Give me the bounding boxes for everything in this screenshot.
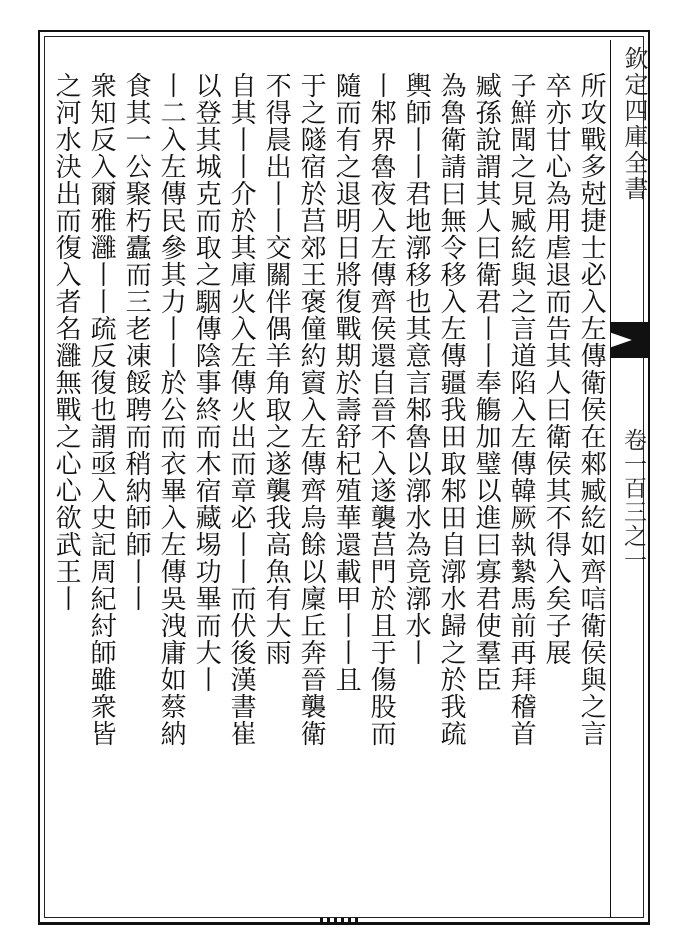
volume-label: 卷一百三之一	[620, 428, 646, 572]
text-column-4: 臧孫說謂其人曰衛君丨丨奉觴加璧以進曰寡君使羣臣	[471, 72, 502, 693]
binding-dots	[320, 918, 360, 924]
text-column-7: 丨邾界魯夜入左傳齊侯還自晉不入遂襲莒門於且于傷股而	[366, 72, 397, 747]
text-column-9: 于之隧宿於莒郊王褒僮約賨入左傳齊烏餘以廩丘奔晉襲衛	[296, 72, 327, 747]
page-margin	[610, 40, 649, 918]
text-column-8: 隨而有之退明日將復戰期於壽舒杞殖華還載甲丨丨且	[331, 72, 362, 693]
text-column-14: 食其一公聚朽蠹而三老凍餒聘而稍納師師丨丨	[121, 72, 152, 612]
text-column-5: 為魯衛請曰無令移入左傳疆我田取邾田自漷水歸之於我疏	[436, 72, 467, 747]
document-page	[38, 30, 650, 925]
text-column-3: 子鮮聞之見臧紇與之言道陷入左傳韓厥執縶馬前再拜稽首	[506, 72, 537, 747]
text-column-15: 衆知反入爾雅灉丨丨疏反復也謂亟入史記周紀紂師雖衆皆	[86, 72, 117, 747]
text-column-1: 所攻戰多尅捷士必入左傳衛侯在郲臧紇如齊唁衛侯與之言	[576, 72, 607, 747]
text-column-10: 不得晨出丨丨交關伴偶羊角取之遂襲我高魚有大雨	[261, 72, 292, 666]
text-column-13: 丨二入左傳民參其力丨丨於公而衣畢入左傳吳洩庸如蔡納	[156, 72, 187, 747]
text-column-16: 之河水決出而復入者名灉無戰之心心欲武王丨	[51, 72, 82, 612]
fish-tail-mark-icon	[611, 322, 649, 358]
text-column-11: 自其丨丨介於其庫火入左傳火出而章必丨丨而伏後漢書崔	[226, 72, 257, 747]
text-column-2: 卒亦甘心為用虐退而告其人曰衛侯其不得入矣子展	[541, 72, 572, 666]
text-column-6: 輿師丨丨君地漷移也其意言邾魯以漷水為竟漷水丨	[401, 72, 432, 666]
book-title: 欽定四庫全書	[620, 46, 648, 202]
text-column-12: 以登其城克而取之駰傳陰事終而木宿藏埸功畢而大丨	[191, 72, 222, 693]
